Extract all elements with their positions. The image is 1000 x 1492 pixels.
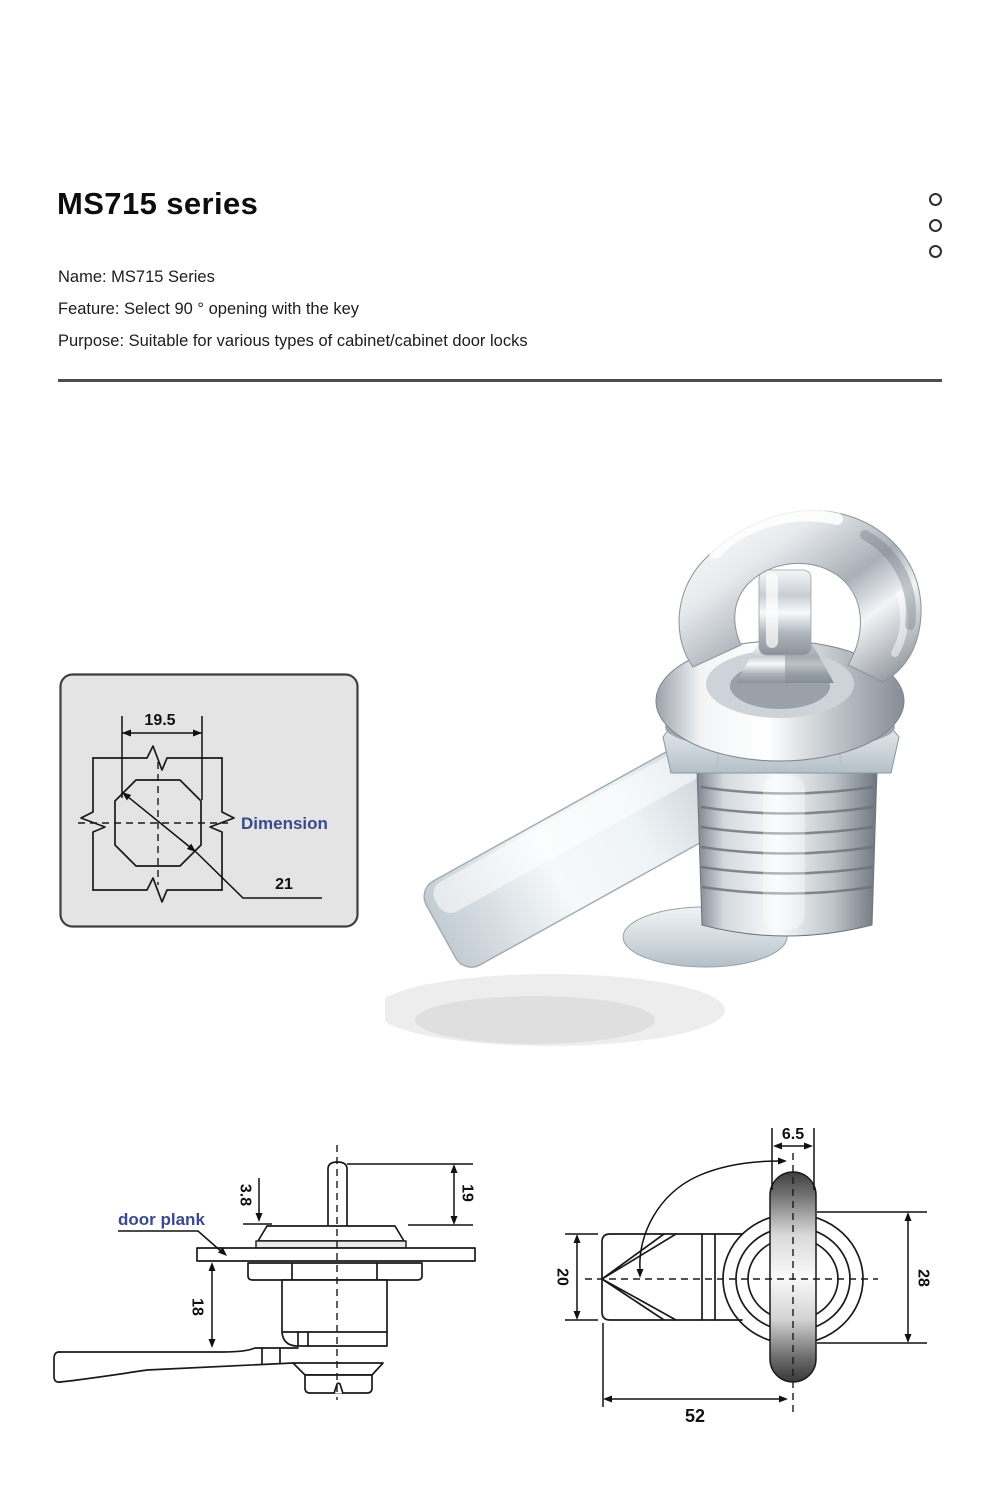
door-plank-outline <box>197 1248 475 1261</box>
page-title: MS715 series <box>57 186 259 221</box>
dimension-cam-width <box>554 1234 599 1320</box>
top-view-drawing <box>540 1110 960 1440</box>
spec-line-purpose: Purpose: Suitable for various types of cabinet/cabinet door locks <box>58 332 528 350</box>
cam-top-outline <box>602 1234 742 1320</box>
total-length-label: 52 <box>684 1406 706 1426</box>
nut-outline <box>248 1263 422 1280</box>
cam-lever-outline <box>54 1348 383 1394</box>
dimension-panel <box>59 673 359 928</box>
head-outline <box>256 1226 406 1248</box>
dimension-body-depth <box>189 1262 216 1348</box>
head-diameter-label: 28 <box>914 1269 932 1287</box>
photo-shadow-soft <box>415 996 655 1044</box>
dot-icon[interactable] <box>929 193 942 206</box>
dimension-head-height <box>237 1178 273 1224</box>
leader-arrow <box>637 1158 788 1279</box>
dot-icon[interactable] <box>929 219 942 232</box>
stem-height-label: 19 <box>458 1184 476 1202</box>
head-height-label: 3.8 <box>236 1183 254 1207</box>
divider-line <box>58 379 942 382</box>
door-plank-label: door plank <box>118 1210 205 1229</box>
dimension-stem-height <box>347 1164 476 1225</box>
dimension-total-length <box>603 1323 788 1426</box>
hole-width-label: 19.5 <box>144 712 176 729</box>
panel-caption: Dimension <box>241 814 328 833</box>
body-depth-label: 18 <box>188 1298 206 1316</box>
hook-width-label: 6.5 <box>781 1126 805 1143</box>
side-view-drawing <box>40 1115 490 1485</box>
cam-width-label: 20 <box>553 1268 571 1286</box>
body-step <box>282 1332 387 1346</box>
hole-diagonal-label: 21 <box>275 876 293 893</box>
page-indicator[interactable] <box>929 193 942 258</box>
spec-line-feature: Feature: Select 90 ° opening with the key <box>58 300 360 318</box>
spec-list <box>58 261 528 357</box>
threaded-barrel <box>697 770 877 936</box>
body-outline <box>282 1280 387 1332</box>
spec-line-name: Name: MS715 Series <box>58 268 215 286</box>
dot-icon[interactable] <box>929 245 942 258</box>
panel-background <box>61 675 358 927</box>
product-photo <box>385 475 975 1085</box>
dimension-head-diameter <box>817 1212 932 1343</box>
